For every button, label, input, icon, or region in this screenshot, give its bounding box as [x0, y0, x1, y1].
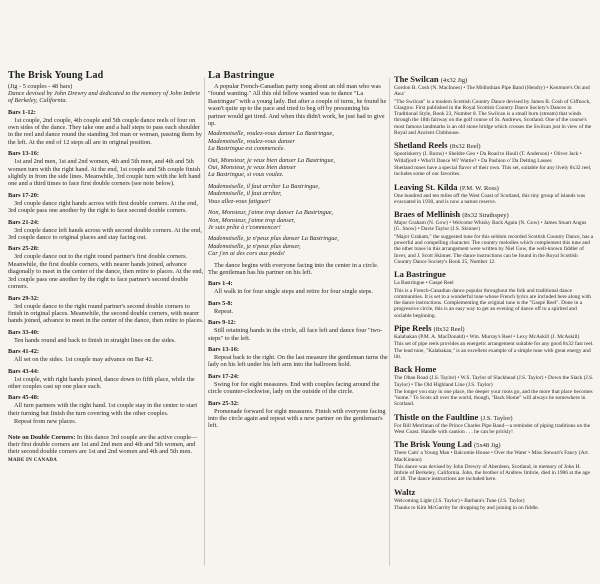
track-name: Back Home	[394, 364, 437, 375]
song-lyrics	[208, 130, 388, 257]
track-name: The Brisk Young Lad	[394, 439, 472, 450]
bars-heading: Bars 1-4:	[208, 280, 233, 288]
track-description: This is a French-Canadian dance popular throughout the folk and traditional dance communities. It is set to a wonderful tune whose French lyrics are included here along with the dance instructions. Complementing the original tune is the "Gaspé Reel". Done in a progressive circle, this is an easy way to get an evening of dance off to a spirited and sociable beginning.	[394, 287, 592, 319]
tune-list: There Cam' a Young Man • Balcomie House • Over the Water • Miss Stewart's Fancy (Arr. MacKinnon)	[394, 450, 590, 463]
bars-text: Ten hands round and back to finish in straight lines on the sides.	[14, 336, 176, 344]
lyric-line: Mademoiselle, voulez-vous danser La Bastringue,	[208, 130, 334, 138]
lyric-line: Je suis prête à r'commencer!	[208, 223, 281, 231]
bars-text: 1st and 2nd men, 1st and 2nd women, 4th and 5th men, and 4th and 5th women turn with the right hand. At the end, 1st couple and 5th couple finish slightly in from the side lines. Meanwhile, 3rd couple turn with the left hand one and a third times to face first double corners (see note below).	[8, 158, 201, 188]
track-name: La Bastringue	[394, 269, 446, 280]
bars-heading: Bars 17-20:	[8, 191, 39, 199]
bars-heading: Bars 33-40:	[8, 328, 39, 336]
bars-heading: Bars 41-42:	[8, 348, 39, 356]
track-title	[394, 323, 594, 333]
bars-heading: Bars 45-48:	[8, 394, 39, 402]
track-description: This dance was devised by John Drewry of Aberdeen, Scotland, in memory of John H. Imbrie of Berkeley, California. John, the brother of Andrew Imbrie, died in 1986 at the age of 18. The dance instructions are included here.	[394, 463, 590, 483]
lyric-stanza	[208, 130, 388, 152]
lyric-line: La Bastringue est commencée.	[208, 145, 285, 153]
dance-title: La Bastringue	[208, 70, 275, 81]
track-name: Thistle on the Faultline	[394, 411, 479, 422]
track-description: One hundred and ten miles off the West Coast of Scotland, this tiny group of islands was evacuated in 1930, and is now a nature reserve.	[394, 192, 586, 205]
bars-heading: Bars 43-44:	[8, 367, 39, 375]
bars-text-extra: Repeat from new places.	[14, 418, 77, 426]
tune-list: Gordon B. Cosh (N. MacInnes) • The Midlothian Pipe Band (Hendry) • Kenmure's On and Awa'	[394, 85, 590, 98]
note-text: In this dance 3rd couple are the active couple—their first double corners are 1st and 2nd men and 4th and 5th women, and their second double corners are 1st and 2nd women and 4th and 5th men.	[8, 433, 198, 456]
bars-text: All set on the sides. 1st couple may advance on Bar 42.	[14, 356, 154, 364]
track-form: (5x48 Jig)	[474, 442, 501, 450]
track-name: Pipe Reels	[394, 323, 432, 334]
tune-list: The Oban Road (J.S. Taylor) • W.S. Taylor of Slackhead (J.S. Taylor) • Down the Slack (J.S. Taylor) • The Old Highland Line (J.S. Taylor)	[394, 375, 594, 388]
tune-list: Welcoming Light (J.S. Taylor) • Barbara's Tune (J.S. Taylor)	[394, 497, 525, 504]
lyric-line: La Bastringue, si vous voulez.	[208, 171, 284, 179]
column-divider	[204, 78, 205, 566]
bars-text: 3rd couple dance right hands across with first double corners. At the end, 3rd couple pass one another by the right to face second double corners.	[8, 199, 198, 215]
track-name: Leaving St. Kilda	[394, 181, 458, 192]
lyric-line: Mademoiselle, je n'peux plus danser La Bastringue,	[208, 235, 339, 243]
bars-heading: Bars 25-28:	[8, 245, 39, 253]
column-divider	[389, 78, 390, 566]
track-form: (8x32 Reel)	[433, 326, 465, 334]
lyric-line: Mademoiselle, je n'peux plus danser,	[208, 242, 301, 250]
bars-text: 3rd couple dance to the right round partner's second double corners to finish in original places. Meanwhile, the second double corners, with nearer hands joined, advance to meet in the center of the dance, then retire to places.	[8, 302, 204, 325]
bars-text: All turn partners with the right hand. 1st couple stay in the center to start their turning but finish the turn covering with the other couples.	[8, 402, 198, 417]
bars-text: Repeat.	[214, 307, 234, 315]
bars-text: All walk in for four single steps and retire for four single steps.	[214, 288, 373, 296]
track-form: (P.M. W. Ross)	[459, 184, 499, 192]
track-title	[394, 182, 594, 192]
track-description: Thanks to Kim McGarrity for dropping by and joining in on fiddle.	[394, 505, 539, 512]
lyric-line: Oui, Monsieur, je veux bien danser La Bastringue,	[208, 156, 335, 164]
bars-heading: Bars 13-16:	[208, 345, 239, 353]
lyric-stanza	[208, 235, 388, 257]
lyric-stanza	[208, 209, 388, 231]
track-title	[394, 487, 594, 497]
double-corners-note	[8, 434, 204, 465]
bars-text: Swing for for eight measures. End with couples facing around the circle counter-clockwise, lady on the outside of the circle.	[208, 380, 380, 396]
tune-list: Kalabakan (P.M. A. MacDonald) • Wm. Murray's Reel • Lexy McAskill (J. McAskill)	[394, 334, 580, 341]
lyric-line: Oui, Monsieur, je veux bien danser	[208, 164, 296, 172]
bars-text: Promenade forward for eight measures. Finish with everyone facing into the circle again and repeat with a new partner on the gentleman's left.	[208, 407, 386, 430]
bars-heading: Bars 25-32:	[208, 399, 239, 407]
track-description: The longer you stay in one place, the deeper your roots go, and the more that place becomes "home." To Scots all over the world, though, "Back Home" will always be somewhere in Scotland.	[394, 388, 593, 408]
lyric-line: Non, Monsieur, j'aime trop danser La Bastringue,	[208, 209, 334, 217]
dance-intro: A popular French-Canadian party song about an old man who was "found wanting." All this old fellow wanted was to dance "La Bastringue" with a young lady. But after a couple of turns, he found he wasn't quite up to the pace and tried to beg off by presuming his partner would get tired. And when this didn't work, he just had to give up.	[208, 83, 387, 128]
bars-text: Repeat back to the right. On the last measure the gentleman turns the lady on his left under his left arm into the ballroom hold.	[208, 353, 388, 369]
bars-heading: Bars 21-24:	[8, 218, 39, 226]
track-description: Shetland tunes have a special flavor of their own. This set, suitable for any lively 8x32 reel, includes some of our favorites.	[394, 164, 592, 178]
note-title: Note on Double Corners:	[8, 433, 76, 441]
track-title	[394, 364, 594, 374]
track-description: For Bill Merriman of the Prince Charles Pipe Band—a reminder of piping traditions on the West Coast. Handle with caution . . . he can be prickly!	[394, 422, 591, 435]
made-in-label: MADE IN CANADA	[8, 457, 58, 463]
dance-subtitle: (Jig - 5 couples - 48 bars)	[8, 83, 73, 90]
la-bastringue-column	[208, 0, 388, 584]
track-title	[394, 140, 594, 150]
tune-list: La Bastringue • Gaspé Reel	[394, 280, 454, 287]
track-name: Waltz	[394, 486, 416, 497]
bars-heading: Bars 1-12:	[8, 108, 36, 116]
bars-text: 1st couple, with right hands joined, dance down to fifth place, while the other couples cast up one place each.	[8, 375, 195, 390]
bars-text: Still retaining hands in the circle, all face left and dance four "two-steps" to the left.	[208, 327, 383, 342]
bars-heading: Bars 5-8:	[208, 299, 233, 307]
track-notes-column	[394, 0, 594, 584]
lyric-line: Mademoiselle, il faut arrêter,	[208, 190, 282, 198]
bars-heading: Bars 17-24:	[208, 372, 239, 380]
dance-instructions	[208, 280, 388, 429]
lyric-line: Mademoiselle, il faut arrêter La Bastringue,	[208, 182, 320, 190]
dance-title: The Brisk Young Lad	[8, 70, 104, 81]
lyric-line: Car j'en ai des cors aux pieds!	[208, 250, 285, 258]
bars-heading: Bars 29-32:	[8, 294, 39, 302]
tune-list: Major Graham (N. Gow) • Welcome Whisky Back Again (N. Gow) • James Stuart Angus (G. Snow) • Davie Taylor (J.S. Skinner)	[394, 220, 587, 233]
lyric-stanza	[208, 157, 388, 179]
track-form: (8x32 Strathspey)	[462, 212, 509, 220]
tune-list: Spootiskerry (I. Burns) • Sheldre Geo • Da Road to Houll (T. Anderson) • Oliver Jack • Willafjord • Who'll Dance Wi' Wattie? • Da Pashion o' Da Delting Lasses	[394, 151, 582, 164]
dance-instructions	[8, 109, 204, 426]
track-title	[394, 269, 594, 279]
track-form: (J.S. Taylor)	[480, 414, 513, 422]
track-form: (4x32 Jig)	[440, 77, 468, 84]
track-title	[394, 439, 594, 449]
bars-heading: Bars 13-16:	[8, 150, 39, 158]
brisk-young-lad-column	[8, 0, 204, 584]
track-name: Shetland Reels	[394, 140, 448, 151]
lyric-line: Mademoiselle, voulez-vous danser	[208, 137, 295, 145]
dance-dedication: Dance devised by John Drewry and dedicated to the memory of John Imbrie of Berkeley, California.	[8, 90, 201, 105]
bars-text: 3rd couple dance left hands across with second double corners. At the end, 3rd couple dance to original places and stay facing out.	[8, 226, 202, 242]
track-name: The Swilcan	[394, 74, 439, 84]
dance-instructions-intro: The dance begins with everyone facing into the center in a circle. The gentleman has his partner on his left.	[208, 261, 379, 276]
track-title	[394, 412, 594, 422]
bars-heading: Bars 9-12:	[208, 319, 236, 327]
track-title	[394, 74, 594, 84]
bars-text: 1st couple, 2nd couple, 4th couple and 5th couple dance reels of four on own sides of the dance. They take one and a half steps to pass each shoulder in the reel and dance round the standing 3rd man or woman, passing them by the left. At the end of 12 steps all are in original position.	[8, 116, 202, 146]
bars-text: 3rd couple dance out to the right round partner's first double corners. Meanwhile, the first double corners, with nearer hands joined, advance diagonally to meet in the center of the dance, then retire to places. At the end, 3rd couple pass one another by the right to face partner's second double corners.	[8, 253, 204, 291]
track-title	[394, 209, 594, 219]
lyric-line: Vous allez-vous fatiguer!	[208, 197, 271, 205]
lyric-stanza	[208, 183, 388, 205]
lyric-line: Non, Monsieur, j'aime trop danser,	[208, 216, 295, 224]
track-form: (8x32 Reel)	[449, 143, 481, 151]
track-name: Braes of Mellinish	[394, 209, 461, 220]
track-description: "The Swilcan" is a modern Scottish Country Dance devised by James B. Cosh of Giffnock, Glasgow. First published in the Royal Scottish Country Dance Society's Dances in Traditional Style, Book 23, Number 8. The Swilcan is a small burn (stream) that winds through the 18th fairway on the golf course of St. Andrews, Scotland. One of the course's most famous landmarks is an old stone bridge which crosses the Swilcan just in view of the Royal and Ancient Clubhouse.	[394, 98, 592, 137]
track-description: "Major Graham," the suggested tune for this seldom recorded Scottish Country Dance, has a powerful and compelling character. The country melodies which complement this tune and the other tunes in this arrangement were written by Niel Gow, the well-known fiddler of Inver, and J. Scott Skinner. The dance instructions can be found in the Royal Scottish Country Dance Society's Book 25, Number 12.	[394, 233, 594, 265]
track-list	[394, 74, 594, 511]
track-description: This set of pipe reels provides an energetic arrangement suitable for any good 8x32 fast reel. The lead tune, "Kalabakan," is an excellent example of a simple tune with great energy and lilt.	[394, 341, 594, 360]
